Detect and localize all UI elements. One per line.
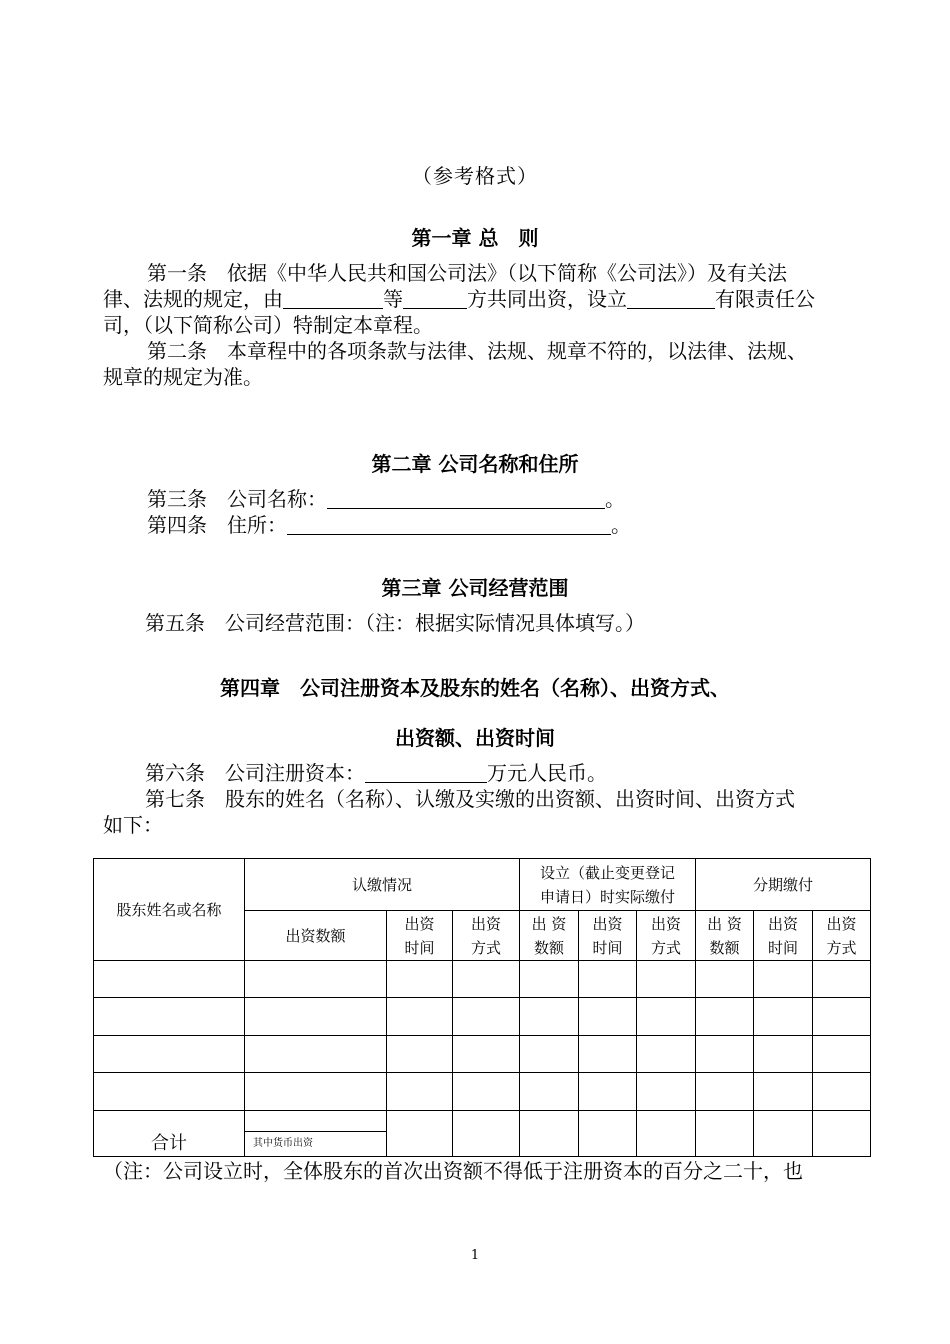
company-name-field[interactable] — [327, 488, 605, 509]
founder-blank[interactable] — [283, 288, 383, 309]
table-row — [94, 998, 871, 1036]
article-6-unit: 万元人民币。 — [487, 761, 607, 785]
col-actual-amount: 出 资 数额 — [520, 911, 579, 961]
article-4-period: 。 — [611, 513, 631, 537]
col-installment-method: 出资 方式 — [813, 911, 871, 961]
table-row — [94, 961, 871, 998]
col-amount: 出资数额 — [245, 911, 387, 961]
article-3-period: 。 — [605, 487, 625, 511]
address-field[interactable] — [287, 514, 611, 535]
header-actual-paid — [520, 859, 696, 911]
article-7-line-2: 如下： — [103, 813, 163, 837]
chapter-4-title-line-1: 第四章 公司注册资本及股东的姓名（名称）、出资方式、 — [220, 676, 730, 700]
article-6-label: 第六条 公司注册资本： — [145, 761, 365, 785]
chapter-2-title: 第二章 公司名称和住所 — [371, 452, 579, 476]
footnote-line: （注：公司设立时，全体股东的首次出资额不得低于注册资本的百分之二十，也 — [103, 1159, 803, 1183]
col-time: 出资 时间 — [387, 911, 453, 961]
party-count-blank[interactable] — [403, 288, 467, 309]
cash-contribution-note: 其中货币出资 — [253, 1138, 313, 1149]
chapter-3-title: 第三章 公司经营范围 — [381, 576, 569, 600]
article-2-line-2: 规章的规定为准。 — [103, 365, 263, 389]
table-row — [94, 1036, 871, 1073]
reference-format-label: （参考格式） — [412, 164, 538, 188]
col-installment-amount: 出 资 数额 — [696, 911, 754, 961]
company-name-blank[interactable] — [627, 288, 715, 309]
article-3-line — [147, 486, 625, 512]
header-installment: 分期缴付 — [696, 859, 871, 911]
article-1-text-b: 等 — [383, 287, 403, 311]
registered-capital-field[interactable] — [365, 762, 487, 783]
col-installment-time: 出资 时间 — [754, 911, 813, 961]
article-1-text-c: 方共同出资，设立 — [467, 287, 627, 311]
header-actual-line-2: 申请日）时实际缴付 — [539, 887, 675, 906]
article-5-line: 第五条 公司经营范围：（注：根据实际情况具体填写。） — [145, 611, 645, 635]
table-row — [94, 1073, 871, 1111]
article-4-label: 第四条 住所： — [147, 513, 287, 537]
chapter-1-title: 第一章 总 则 — [411, 226, 539, 250]
header-subscribed: 认缴情况 — [245, 859, 520, 911]
article-4-line — [147, 512, 631, 538]
article-2-line-1: 第二条 本章程中的各项条款与法律、法规、规章不符的，以法律、法规、 — [147, 339, 807, 363]
shareholder-contribution-table — [93, 858, 871, 1157]
article-1-line-1: 第一条 依据《中华人民共和国公司法》（以下简称《公司法》）及有关法 — [147, 261, 787, 285]
total-label: 合计 — [94, 1111, 245, 1157]
col-actual-method: 出资 方式 — [637, 911, 696, 961]
chapter-4-title-line-2: 出资额、出资时间 — [395, 726, 555, 750]
article-1-line-3: 司，（以下简称公司）特制定本章程。 — [103, 313, 433, 337]
col-method: 出资 方式 — [453, 911, 520, 961]
col-actual-time: 出资 时间 — [579, 911, 637, 961]
header-actual-line-1: 设立（截止变更登记 — [539, 863, 675, 882]
total-amount-cell — [245, 1111, 387, 1157]
article-7-line-1: 第七条 股东的姓名（名称）、认缴及实缴的出资额、出资时间、出资方式 — [145, 787, 795, 811]
header-shareholder-name: 股东姓名或名称 — [94, 859, 245, 961]
article-6-line — [145, 760, 607, 786]
total-row — [94, 1111, 871, 1157]
article-1-text-d: 有限责任公 — [715, 287, 815, 311]
article-3-label: 第三条 公司名称： — [147, 487, 327, 511]
article-1-line-2 — [103, 286, 815, 312]
article-1-text-a: 律、法规的规定，由 — [103, 287, 283, 311]
page-number: 1 — [470, 1248, 480, 1263]
